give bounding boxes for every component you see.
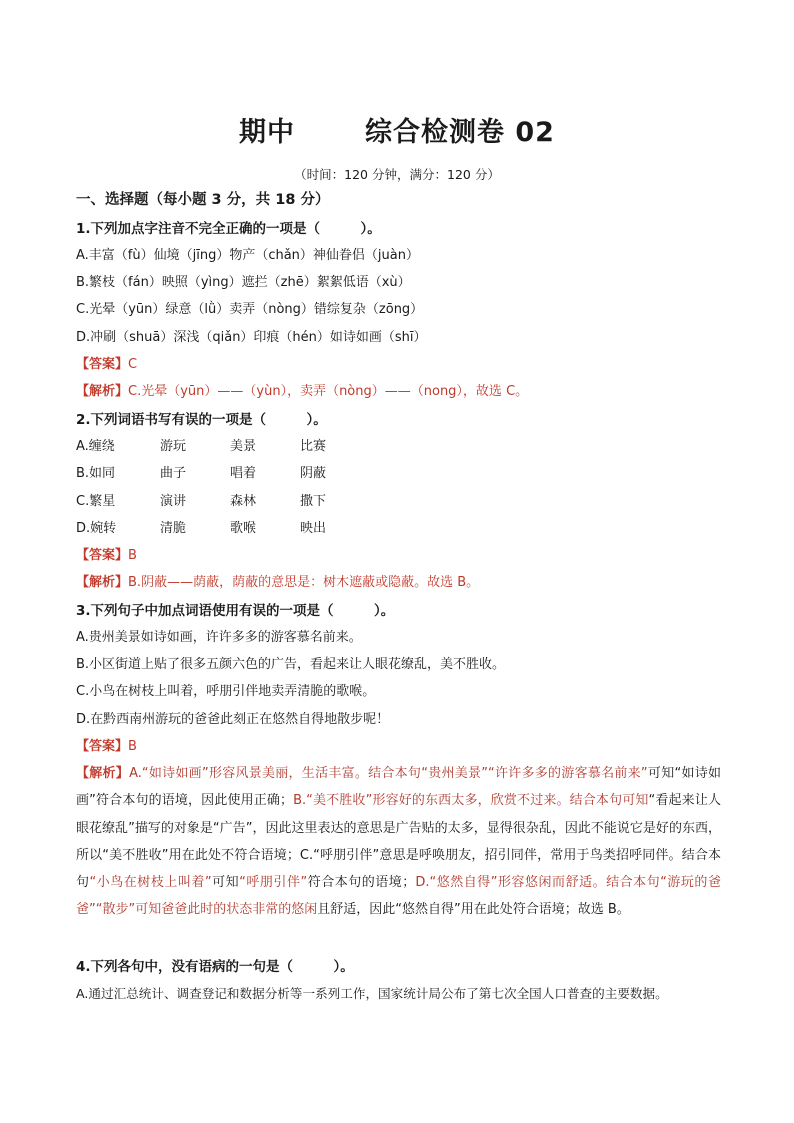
question-2-analysis xyxy=(76,573,479,593)
answer-tag: 【答案】 xyxy=(76,357,129,372)
word-cell: A.缠绕 xyxy=(76,439,115,454)
section-heading: 一、选择题（每小题 3 分，共 18 分） xyxy=(76,192,330,208)
word-cell: 美景 xyxy=(230,439,257,454)
word-cell: 阴蔽 xyxy=(300,466,327,481)
word-cell: 游玩 xyxy=(160,439,187,454)
question-1-analysis xyxy=(76,382,528,402)
word-cell: 撒下 xyxy=(300,494,327,509)
word-cell: 曲子 xyxy=(160,466,187,481)
word-cell: 清脆 xyxy=(160,521,187,536)
answer-tag: 【答案】 xyxy=(76,739,129,754)
analysis-tag: 【解析】 xyxy=(76,575,129,590)
title-part-1: 期中 xyxy=(239,117,295,148)
analysis-tag: 【解析】 xyxy=(76,766,130,781)
exam-info: （时间：120 分钟，满分：120 分） xyxy=(294,167,500,182)
question-2-stem: 2.下列词语书写有误的一项是（ ）。 xyxy=(76,412,327,428)
answer-value: C xyxy=(128,357,138,372)
analysis-part: 可知 xyxy=(211,875,240,891)
question-1-answer xyxy=(76,355,137,375)
word-cell: C.繁星 xyxy=(76,494,116,509)
word-cell: B.如同 xyxy=(76,466,116,481)
question-3-option-d: D.在黔西南州游玩的爸爸此刻正在悠然自得地散步呢！ xyxy=(76,712,390,727)
question-4-stem: 4.下列各句中，没有语病的一句是（ ）。 xyxy=(76,959,354,975)
analysis-tag: 【解析】 xyxy=(76,384,129,399)
question-3-option-b: B.小区街道上贴了很多五颜六色的广告，看起来让人眼花缭乱，美不胜收。 xyxy=(76,657,506,672)
answer-tag: 【答案】 xyxy=(76,548,129,563)
question-2-answer xyxy=(76,546,137,566)
question-3-stem: 3.下列句子中加点词语使用有误的一项是（ ）。 xyxy=(76,603,395,619)
question-3-answer xyxy=(76,737,137,757)
analysis-part: D.“悠然自得”形容悠闲而舒适。结合本句“游玩的爸爸”“散步”可知爸爸此时的状态非常的悠闲 xyxy=(76,875,721,918)
question-3-option-c: C.小鸟在树枝上叫着，呼朋引伴地卖弄清脆的歌喉。 xyxy=(76,684,376,699)
word-cell: 森林 xyxy=(230,494,257,509)
word-cell: 比赛 xyxy=(300,439,327,454)
analysis-part: “小鸟在树枝上叫着” xyxy=(89,875,212,891)
analysis-part: 可知“如诗如画”符合本句的语境，因此使用正确； xyxy=(76,766,721,809)
analysis-part: “呼朋引伴” xyxy=(239,875,308,891)
question-3-option-a: A.贵州美景如诗如画，许许多多的游客慕名前来。 xyxy=(76,630,362,645)
word-cell: 唱着 xyxy=(230,466,257,481)
analysis-part: 符合本句的语境； xyxy=(307,875,416,891)
page-title xyxy=(0,110,794,149)
question-1-option-a: A.丰富（fù）仙境（jīng）物产（chǎn）神仙眷侣（juàn） xyxy=(76,248,419,263)
question-4-option-a: A.通过汇总统计、调查登记和数据分析等一系列工作，国家统计局公布了第七次全国人口普查的主要数据。 xyxy=(76,986,668,1001)
title-part-2: 综合检测卷 02 xyxy=(365,117,555,148)
analysis-part: B.“美不胜收”形容好的东西太多，欣赏不过来。结合本句可知 xyxy=(293,793,649,809)
question-1-stem: 1.下列加点字注音不完全正确的一项是（ ）。 xyxy=(76,221,381,237)
question-3-analysis xyxy=(76,760,721,924)
word-cell: 映出 xyxy=(300,521,327,536)
analysis-part: 且舒适，因此“悠然自得”用在此处符合语境；故选 B。 xyxy=(317,902,630,918)
analysis-part: A.“如诗如画”形容风景美丽，生活丰富。结合本句“贵州美景”“许许多多的游客慕名前来” xyxy=(129,766,648,781)
word-cell: 歌喉 xyxy=(230,521,257,536)
analysis-text: B.阴蔽——荫蔽，荫蔽的意思是：树木遮蔽或隐蔽。故选 B。 xyxy=(128,575,480,590)
answer-value: B xyxy=(128,548,137,563)
word-cell: D.婉转 xyxy=(76,521,117,536)
analysis-text: C.光晕（yūn）——（yùn），卖弄（nòng）——（nong），故选 C。 xyxy=(128,384,529,399)
word-cell: 演讲 xyxy=(160,494,187,509)
answer-value: B xyxy=(128,739,137,754)
analysis-part: “看起来让人眼花缭乱”描写的对象是“广告”，因此这里表达的意思是广告贴的太多，显得很杂乱，因此不能说它是好的东西，所以“美不胜收”用在此处不符合语境； xyxy=(76,793,721,863)
analysis-part: C.“呼朋引伴”意思是呼唤朋友，招引同伴，常用于鸟类招呼同伴。结合本句 xyxy=(76,847,721,891)
question-1-option-c: C.光晕（yūn）绿意（lǜ）卖弄（nòng）错综复杂（zōng） xyxy=(76,302,424,317)
question-1-option-b: B.繁枝（fán）映照（yìng）遮拦（zhē）絮絮低语（xù） xyxy=(76,275,411,290)
question-1-option-d: D.冲刷（shuā）深浅（qiǎn）印痕（hén）如诗如画（shī） xyxy=(76,330,427,345)
